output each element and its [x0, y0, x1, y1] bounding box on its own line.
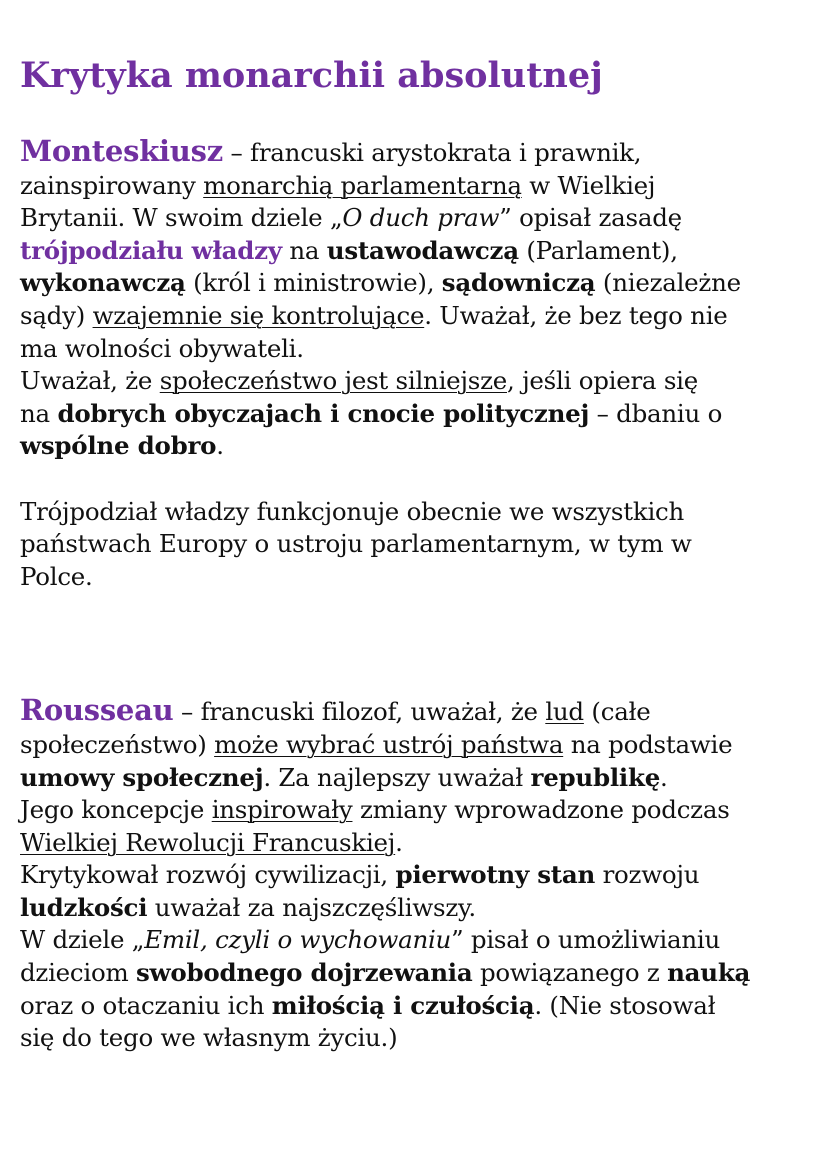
text-span: oraz o otaczaniu ich	[20, 990, 272, 1020]
text-span: (król i ministrowie),	[185, 268, 442, 298]
text-span: sądy)	[20, 300, 93, 330]
text-span: ” pisał o umożliwianiu	[451, 925, 721, 955]
paragraph-line	[20, 202, 816, 235]
text-span: się do tego we własnym życiu.)	[20, 1023, 398, 1053]
text-span: na podstawie	[563, 729, 733, 759]
person-name-montesquieu: Monteskiusz	[20, 134, 223, 168]
book-title: Emil, czyli o wychowaniu	[144, 925, 452, 955]
text-span: zainspirowany	[20, 170, 204, 200]
section-montesquieu	[20, 135, 816, 593]
bold-term: swobodnego dojrzewania	[136, 958, 473, 988]
text-span: w Wielkiej	[521, 170, 656, 200]
text-span: ma wolności obywateli.	[20, 333, 304, 363]
text-span: ” opisał zasadę	[499, 203, 682, 233]
bold-term: ludzkości	[20, 892, 148, 922]
text-span: .	[216, 431, 224, 461]
paragraph-line	[20, 762, 816, 795]
text-span: uważał za najszczęśliwszy.	[147, 892, 476, 922]
text-span: W dziele „	[20, 925, 145, 955]
paragraph-line	[20, 892, 816, 925]
underlined-term: Wielkiej Rewolucji Francuskiej	[20, 827, 396, 857]
paragraph-line	[20, 694, 816, 729]
person-name-rousseau: Rousseau	[20, 693, 174, 728]
text-span: państwach Europy o ustroju parlamentarnym, w tym w	[20, 529, 692, 559]
text-span: Trójpodział władzy funkcjonuje obecnie we wszystkich	[20, 496, 685, 526]
paragraph-line	[20, 170, 816, 203]
paragraph-line	[20, 827, 816, 860]
text-span: .	[395, 827, 403, 857]
page-title: Krytyka monarchii absolutnej	[20, 55, 603, 96]
paragraph-line	[20, 794, 816, 827]
text-span: na	[281, 235, 327, 265]
underlined-term: lud	[545, 697, 584, 727]
text-span: Krytykował rozwój cywilizacji,	[20, 860, 396, 890]
bold-term: ustawodawczą	[326, 235, 519, 265]
highlighted-term: trójpodziału władzy	[20, 235, 282, 265]
bold-term: dobrych obyczajach i cnocie politycznej	[57, 398, 590, 428]
bold-term: wykonawczą	[20, 268, 186, 298]
underlined-term: wzajemnie się kontrolujące	[92, 300, 425, 330]
underlined-term: społeczeństwo jest silniejsze	[159, 366, 507, 396]
paragraph-line	[20, 267, 816, 300]
text-span: (całe	[583, 697, 651, 727]
text-span: . (Nie stosował	[534, 990, 716, 1020]
paragraph-line	[20, 924, 816, 957]
text-span: społeczeństwo)	[20, 729, 215, 759]
text-span: Polce.	[20, 561, 93, 591]
section-rousseau	[20, 694, 816, 1055]
paragraph-gap	[20, 463, 816, 496]
paragraph-line	[20, 990, 816, 1023]
text-span: – francuski arystokrata i prawnik,	[222, 138, 642, 167]
text-span: zmiany wprowadzone podczas	[352, 795, 730, 825]
paragraph-line	[20, 135, 816, 170]
paragraph-line	[20, 561, 816, 594]
bold-term: umowy społecznej	[20, 762, 264, 792]
bold-term: sądowniczą	[441, 268, 596, 298]
text-span: dzieciom	[20, 958, 137, 988]
bold-term: republikę	[530, 762, 661, 792]
bold-term: wspólne dobro	[20, 431, 217, 461]
document-page	[20, 52, 816, 1055]
text-span: powiązanego z	[472, 958, 668, 988]
text-span: .	[660, 762, 668, 792]
text-span: – dbaniu o	[589, 398, 723, 428]
text-span: . Za najlepszy uważał	[263, 762, 531, 792]
text-span: Brytanii. W swoim dziele „	[20, 203, 343, 233]
paragraph-line	[20, 398, 816, 431]
paragraph-line	[20, 235, 816, 268]
paragraph-line	[20, 1022, 816, 1055]
book-title: O duch praw	[342, 203, 500, 233]
text-span: . Uważał, że bez tego nie	[424, 300, 728, 330]
paragraph-line	[20, 859, 816, 892]
paragraph-line	[20, 365, 816, 398]
paragraph-line	[20, 496, 816, 529]
bold-term: pierwotny stan	[395, 860, 596, 890]
bold-term: miłością i czułością	[271, 990, 535, 1020]
text-span: Uważał, że	[20, 366, 160, 396]
paragraph-line	[20, 528, 816, 561]
underlined-term: monarchią parlamentarną	[203, 170, 522, 200]
underlined-term: inspirowały	[211, 795, 353, 825]
underlined-term: może wybrać ustrój państwa	[214, 729, 564, 759]
text-span: (niezależne	[595, 268, 741, 298]
text-span: , jeśli opiera się	[507, 366, 698, 396]
text-span: na	[20, 398, 58, 428]
paragraph-line	[20, 300, 816, 333]
paragraph-line	[20, 430, 816, 463]
paragraph-line	[20, 729, 816, 762]
bold-term: nauką	[667, 958, 751, 988]
paragraph-line	[20, 333, 816, 366]
text-span: (Parlament),	[518, 235, 678, 265]
text-span: rozwoju	[595, 860, 700, 890]
text-span: Jego koncepcje	[20, 795, 212, 825]
text-span: – francuski filozof, uważał, że	[173, 697, 546, 727]
paragraph-line	[20, 957, 816, 990]
